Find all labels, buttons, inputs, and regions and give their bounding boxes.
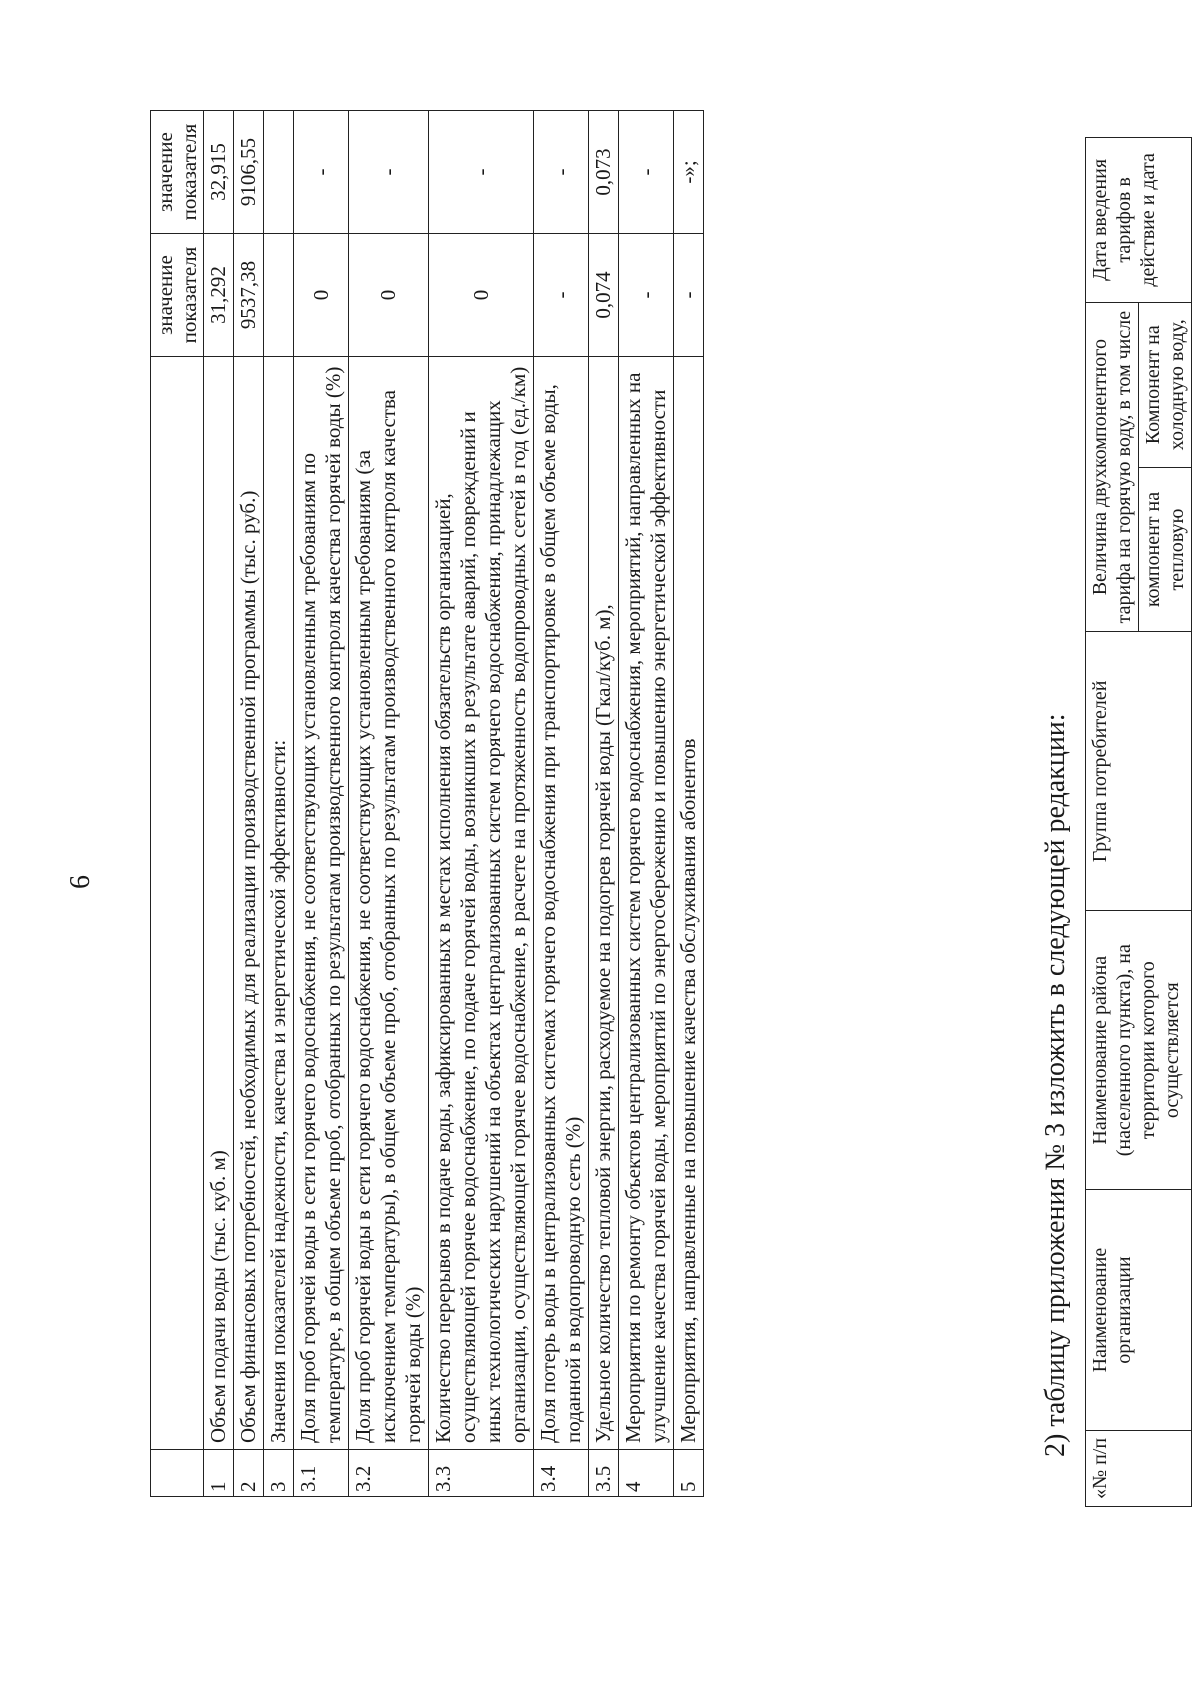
table-caption: 2) таблицу приложения № 3 изложить в следующей редакции: <box>1040 713 1071 1457</box>
table-row: 2 Объем финансовых потребностей, необходимых для реализации производственной программы (тыс. руб.) 9537,38 9106,55 <box>234 111 264 1497</box>
col-area: Наименование района (населенного пункта), на территории которого осуществляется <box>1086 911 1192 1190</box>
col-cold: Компонент на холодную воду, <box>1139 302 1192 467</box>
table-row: 5 Мероприятия, направленные на повышение качества обслуживания абонентов - -»; <box>674 111 704 1497</box>
table-row: 3.5 Удельное количество тепловой энергии, расходуемое на подогрев горячей воды (Гкал/куб. м), 0,074 0,073 <box>589 111 619 1497</box>
col-heat: компонент на тепловую <box>1139 467 1192 632</box>
col-org: Наименование организации <box>1086 1190 1192 1431</box>
header-col-2: значение показателя <box>151 111 204 234</box>
header-col-1: значение показателя <box>151 234 204 357</box>
col-tariff: Величина двухкомпонентного тарифа на горячую воду, в том числе <box>1086 302 1139 632</box>
table-header-row <box>151 111 204 1497</box>
table-row: 4 Мероприятия по ремонту объектов централизованных систем горячего водоснабжения, мероприятий, направленных на улучшение качества горячей воды, мероприятий по энергосбережению и повышению энергетической эффективности - - <box>619 111 674 1497</box>
page-number: 6 <box>65 875 96 889</box>
table-row: 3 Значения показателей надежности, качества и энергетической эффективности: <box>264 111 294 1497</box>
table-row: 1 Объем подачи воды (тыс. куб. м) 31,292 32,915 <box>204 111 234 1497</box>
table-row: 3.3 Количество перерывов в подаче воды, зафиксированных в местах исполнения обязательств организацией, осуществляющей горячее водоснабжение, по подаче горячей воды, возникших в результате аварий, повреждений и иных технологических нарушений на объектах централизованных систем горячего водоснабжения, принадлежащих организации, осуществляющей горячее водоснабжение, в расчете на протяженность водопроводных сетей в год (ед./км) 0 - <box>429 111 534 1497</box>
col-num: «№ п/п <box>1086 1430 1192 1506</box>
indicators-table <box>150 110 704 1497</box>
table-row: 3.1 Доля проб горячей воды в сети горячего водоснабжения, не соответствующих установленным требованиям по температуре, в общем объеме проб, отобранных по результатам производственного контроля качества горячей воды (%) 0 - <box>294 111 349 1497</box>
col-group: Группа потребителей <box>1086 632 1192 911</box>
tariff-header-row <box>1086 138 1139 1507</box>
table-row: 3.4 Доля потерь воды в централизованных системах горячего водоснабжения при транспортировке в общем объеме воды, поданной в водопроводную сеть (%) - - <box>534 111 589 1497</box>
table-row: 3.2 Доля проб горячей воды в сети горячего водоснабжения, не соответствующих установленным требованиям (за исключением температуры), в общем объеме проб, отобранных по результатам производственного контроля качества горячей воды (%) 0 - <box>349 111 429 1497</box>
col-date: Дата введения тарифов в действие и дата <box>1086 138 1192 303</box>
tariff-table <box>1085 137 1192 1507</box>
